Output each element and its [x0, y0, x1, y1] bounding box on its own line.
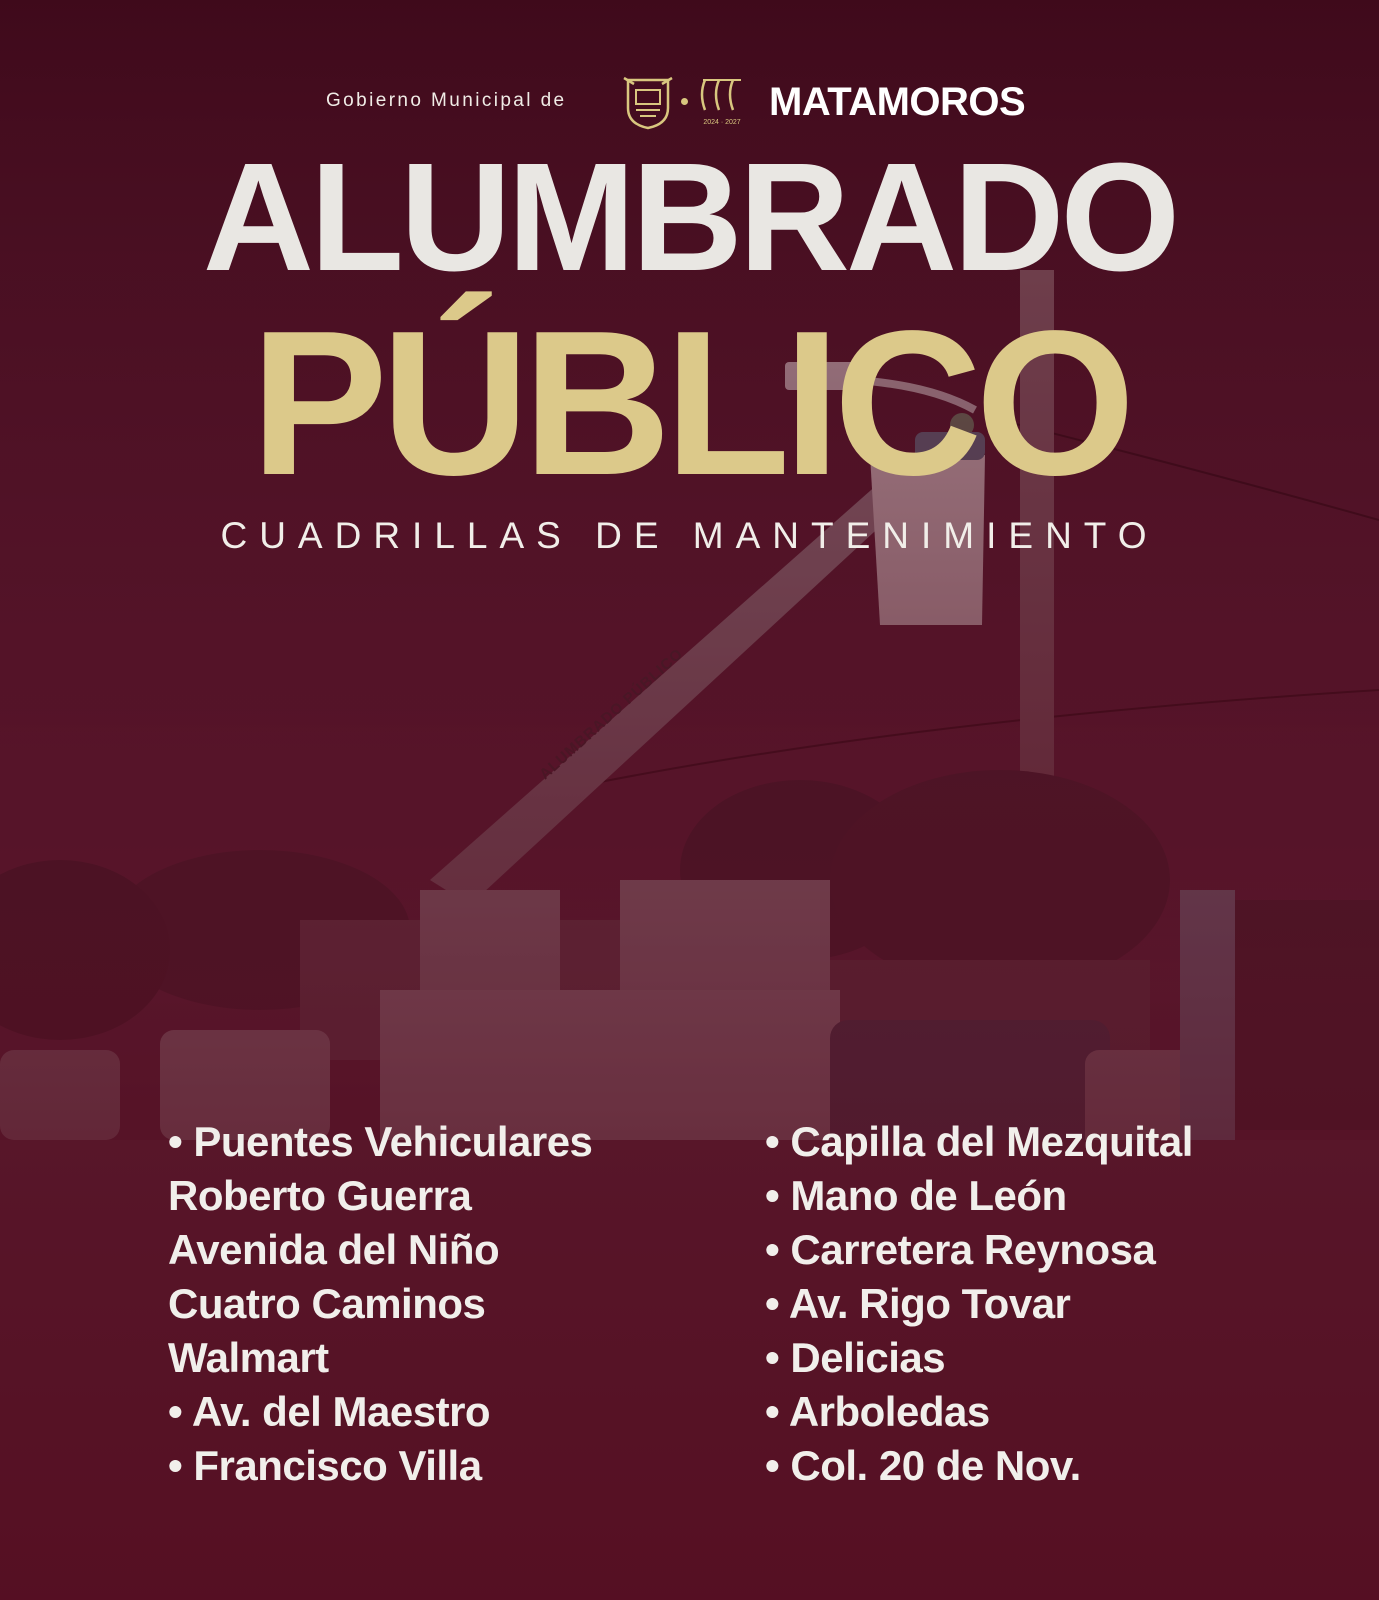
list-item: • Av. Rigo Tovar: [765, 1280, 1071, 1327]
list-item: • Mano de León: [765, 1172, 1067, 1219]
list-item: • Av. del Maestro: [168, 1388, 491, 1435]
list-item: • Capilla del Mezquital: [765, 1118, 1193, 1165]
locations-left-list: [168, 1115, 592, 1493]
list-item: Roberto Guerra: [168, 1172, 472, 1219]
list-item: • Col. 20 de Nov.: [765, 1442, 1081, 1489]
administration-seal-icon: [697, 74, 747, 130]
separator-dot: [681, 98, 688, 105]
city-name: MATAMOROS: [769, 80, 1026, 124]
list-item: • Francisco Villa: [168, 1442, 482, 1489]
title-line-1: ALUMBRADO: [202, 131, 1177, 303]
list-item: Cuatro Caminos: [168, 1280, 486, 1327]
list-item: Walmart: [168, 1334, 329, 1381]
gov-label: Gobierno Municipal de: [326, 90, 567, 111]
coat-of-arms-icon: [622, 74, 674, 130]
subtitle: CUADRILLAS DE MANTENIMIENTO: [220, 515, 1159, 556]
locations-right-list: [765, 1115, 1193, 1493]
list-item: • Puentes Vehiculares: [168, 1118, 593, 1165]
list-item: • Carretera Reynosa: [765, 1226, 1156, 1273]
seal-years: 2024 · 2027: [703, 119, 741, 126]
title-line-2: PÚBLICO: [250, 288, 1129, 518]
header: [0, 74, 1379, 130]
list-item: • Delicias: [765, 1334, 946, 1381]
list-item: • Arboledas: [765, 1388, 990, 1435]
list-item: Avenida del Niño: [168, 1226, 500, 1273]
